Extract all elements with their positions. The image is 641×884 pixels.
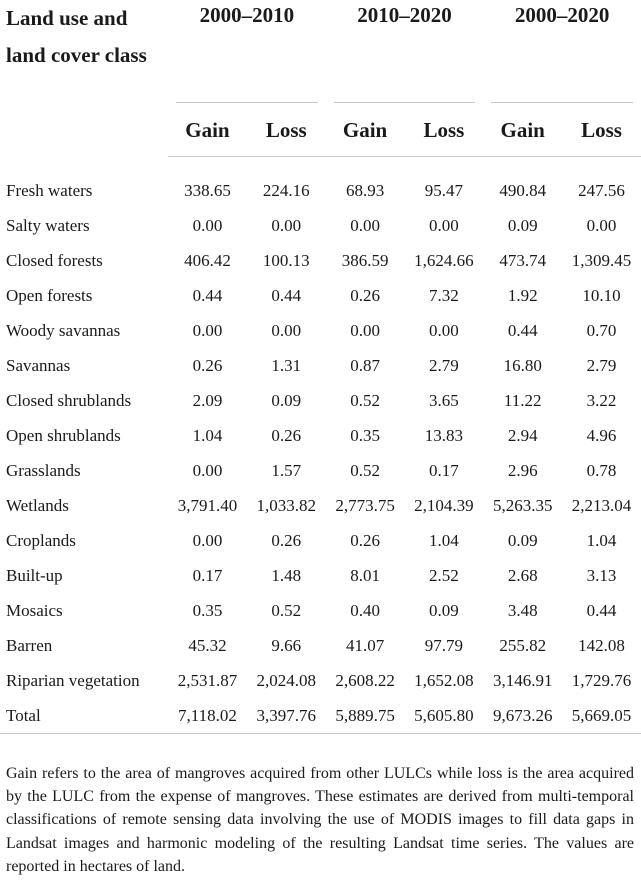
cell-value: 0.26 [350,285,380,305]
cell-value: 68.93 [345,180,385,200]
period-header: 2010–2020 [326,0,484,104]
cell-value: 0.00 [192,460,223,480]
cell-value: 0.00 [586,215,617,235]
cell-value: 0.44 [192,285,223,305]
cell-value: 1.04 [429,530,459,550]
cell-value: 1,652.08 [414,670,474,690]
row-label: Grasslands [6,460,81,480]
cell-value: 3.48 [507,600,538,620]
label-column-header: Land use and land cover class [6,6,147,67]
cell-value: 0.52 [271,600,302,620]
cell-value: 7.32 [429,285,459,305]
cell-value: 0.35 [350,425,380,445]
table-row [0,593,641,628]
cell-value: 3.13 [586,565,617,585]
cell-value: 1.92 [507,285,538,305]
cell-value: 3,146.91 [492,670,553,690]
cell-value: 0.44 [507,320,538,340]
table-row [0,418,641,453]
cell-value: 9.66 [271,635,302,655]
cell-value: 1,309.45 [571,250,632,270]
cell-value: 2.68 [507,565,538,585]
cell-value: 142.08 [578,635,625,655]
row-label: Savannas [6,355,71,375]
row-label: Closed forests [6,250,103,270]
cell-value: 3,791.40 [177,495,238,515]
row-label: Open shrublands [6,425,121,445]
cell-value: 3.65 [429,390,459,410]
table-row [0,278,641,313]
row-label: Woody savannas [6,320,121,340]
cell-value: 0.26 [350,530,380,550]
cell-value: 0.78 [586,460,617,480]
row-label: Built-up [6,565,63,585]
cell-value: 0.00 [192,215,223,235]
period-header: 2000–2010 [168,0,326,104]
cell-value: 2.09 [192,390,223,410]
cell-value: 0.26 [271,530,302,550]
cell-value: 2,213.04 [571,495,632,515]
cell-value: 0.52 [350,390,380,410]
table-row [0,243,641,278]
cell-value: 0.00 [271,215,302,235]
cell-value: 2,104.39 [414,495,474,515]
cell-value: 1.57 [271,460,302,480]
cell-value: 473.74 [499,250,547,270]
cell-value: 0.09 [429,600,459,620]
table-row [0,523,641,558]
table-row [0,698,641,734]
cell-value: 0.40 [350,600,380,620]
cell-value: 4.96 [586,425,617,445]
cell-value: 2,024.08 [256,670,317,690]
cell-value: 0.00 [192,530,223,550]
cell-value: 0.00 [429,320,459,340]
row-label: Open forests [6,285,93,305]
cell-value: 97.79 [424,635,464,655]
cell-value: 0.44 [271,285,302,305]
cell-value: 2.79 [429,355,459,375]
cell-value: 2.79 [586,355,617,375]
gain-header: Gain [483,104,562,157]
table-row [0,628,641,663]
table-row [0,313,641,348]
loss-header: Loss [562,104,641,157]
cell-value: 41.07 [345,635,385,655]
cell-value: 247.56 [578,180,625,200]
row-label: Closed shrublands [6,390,132,410]
cell-value: 0.35 [192,600,223,620]
table-row [0,173,641,208]
table-row [0,488,641,523]
cell-value: 1,729.76 [571,670,632,690]
cell-value: 0.17 [192,565,223,585]
gain-header: Gain [168,104,247,157]
cell-value: 0.00 [192,320,223,340]
loss-header: Loss [404,104,483,157]
cell-value: 2,608.22 [335,670,395,690]
cell-value: 255.82 [499,635,547,655]
cell-value: 10.10 [582,285,621,305]
cell-value: 0.52 [350,460,380,480]
cell-value: 0.09 [507,530,538,550]
cell-value: 0.00 [350,215,380,235]
cell-value: 0.26 [192,355,223,375]
period-header: 2000–2020 [483,0,641,104]
cell-value: 13.83 [424,425,464,445]
cell-value: 95.47 [424,180,464,200]
table-row [0,348,641,383]
cell-value: 5,605.80 [404,698,483,734]
cell-value: 0.87 [350,355,380,375]
row-label: Total [0,698,168,734]
cell-value: 0.00 [429,215,459,235]
cell-value: 1.48 [271,565,302,585]
cell-value: 2.96 [507,460,538,480]
cell-value: 0.44 [586,600,617,620]
cell-value: 5,669.05 [562,698,641,734]
cell-value: 5,263.35 [492,495,553,515]
row-label: Fresh waters [6,180,93,200]
cell-value: 1.04 [192,425,223,445]
cell-value: 1,033.82 [256,495,317,515]
cell-value: 0.09 [507,215,538,235]
cell-value: 406.42 [184,250,231,270]
cell-value: 8.01 [350,565,380,585]
table-row [0,208,641,243]
gain-header: Gain [326,104,405,157]
cell-value: 2,773.75 [335,495,395,515]
row-label: Croplands [6,530,76,550]
table-row [0,383,641,418]
row-label: Mosaics [6,600,63,620]
cell-value: 7,118.02 [168,698,247,734]
row-label: Riparian vegetation [6,670,140,690]
cell-value: 386.59 [341,250,389,270]
cell-value: 0.26 [271,425,302,445]
cell-value: 1,624.66 [414,250,474,270]
cell-value: 100.13 [262,250,310,270]
cell-value: 3,397.76 [247,698,326,734]
cell-value: 0.09 [271,390,302,410]
table-row [0,663,641,698]
row-label: Barren [6,635,53,655]
table-row [0,453,641,488]
cell-value: 0.00 [350,320,380,340]
cell-value: 1.04 [586,530,617,550]
table-footnote: Gain refers to the area of mangroves acquired from other LULCs while loss is the area acquired by the LULC from the expense of mangroves. These estimates are derived from multi-temporal classifications of remote sensing data involving the use of MODIS images to fill data gaps in Landsat images and harmonic modeling of the resulting Landsat time series. The values are reported in hectares of land. [6,765,634,875]
cell-value: 16.80 [503,355,542,375]
cell-value: 338.65 [184,180,231,200]
cell-value: 11.22 [503,390,542,410]
cell-value: 2,531.87 [177,670,238,690]
cell-value: 3.22 [586,390,617,410]
cell-value: 0.00 [271,320,302,340]
row-label: Salty waters [6,215,90,235]
table-row [0,558,641,593]
cell-value: 1.31 [271,355,302,375]
cell-value: 45.32 [188,635,227,655]
loss-header: Loss [247,104,326,157]
cell-value: 2.94 [507,425,538,445]
cell-value: 490.84 [499,180,547,200]
cell-value: 2.52 [429,565,459,585]
cell-value: 5,889.75 [326,698,405,734]
row-label: Wetlands [6,495,69,515]
cell-value: 0.17 [429,460,459,480]
cell-value: 9,673.26 [483,698,562,734]
cell-value: 0.70 [586,320,617,340]
cell-value: 224.16 [262,180,310,200]
